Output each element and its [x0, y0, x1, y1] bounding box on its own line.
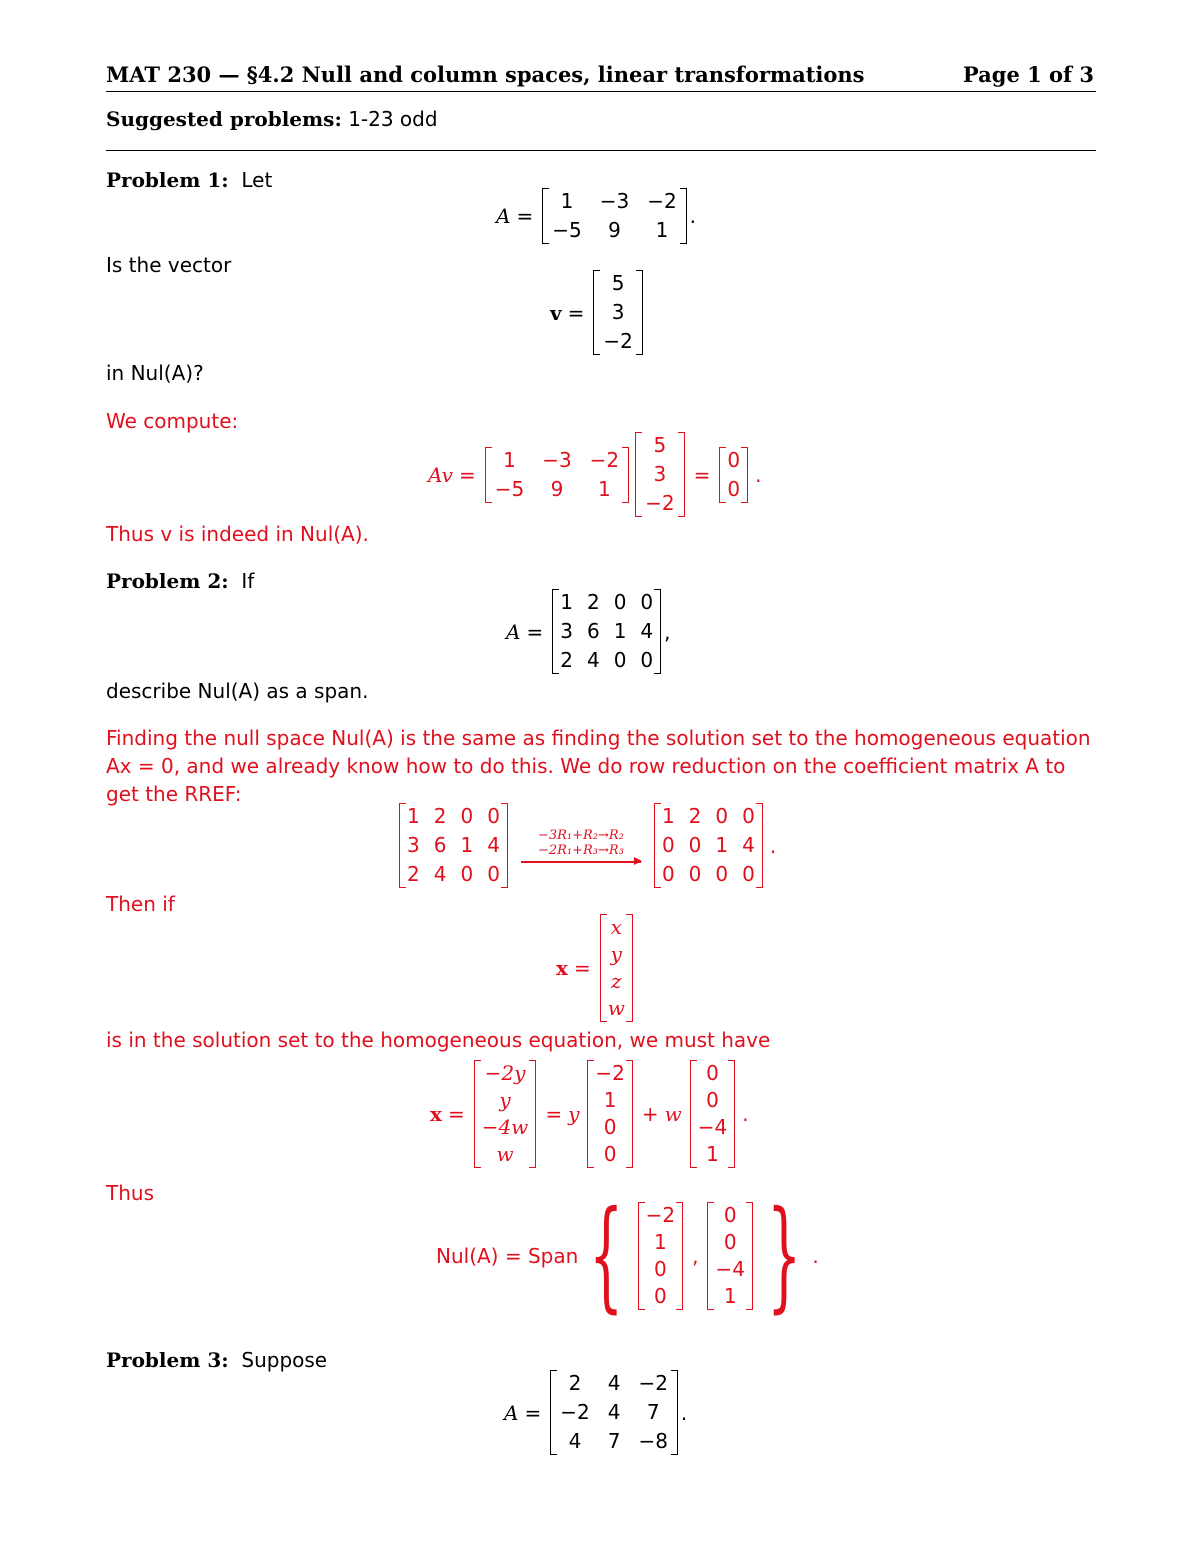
matrix-A-3 — [550, 1370, 678, 1455]
suggested-problems — [106, 107, 438, 131]
matrix-cell: −8 — [638, 1429, 668, 1453]
matrix-cell: −3 — [599, 189, 630, 213]
equals-sign: = — [524, 1400, 542, 1425]
matrix-cell: 0 — [654, 1284, 667, 1308]
matrix-cell: 6 — [433, 833, 447, 857]
comma: , — [692, 1244, 699, 1268]
matrix-cell: 0 — [487, 862, 500, 886]
equals-sign: = — [545, 1102, 563, 1126]
v-symbol: v — [550, 300, 562, 325]
row-op-2: −2R₁+R₃→R₃ — [537, 843, 624, 859]
problem-2-intro: If — [241, 569, 255, 593]
matrix-cell: −2 — [560, 1400, 590, 1424]
matrix-cell: 2 — [560, 648, 573, 672]
matrix-cell: −2 — [638, 1371, 668, 1395]
matrix-cell: −2y — [484, 1061, 526, 1085]
matrix-cell: 2 — [688, 804, 702, 828]
equals-sign: = — [458, 462, 476, 487]
problem-3-intro: Suppose — [241, 1348, 328, 1372]
matrix-cell: −5 — [494, 476, 525, 501]
vector-v-red — [635, 432, 684, 517]
matrix-cell: 5 — [653, 433, 667, 457]
solution-1-conclusion: Thus v is indeed in Nul(A). — [106, 522, 369, 546]
matrix-A-2 — [552, 589, 661, 674]
w-coefficient: w — [664, 1102, 682, 1126]
basis-vector-1 — [587, 1060, 632, 1168]
matrix-cell: 0 — [661, 862, 675, 886]
solution-2-line-1: Finding the null space Nul(A) is the same as finding the solution set to the homogeneous equation — [106, 726, 1091, 750]
span-vector-1 — [638, 1202, 683, 1310]
matrix-cell: 0 — [640, 648, 654, 672]
equals-sign: = — [573, 956, 591, 980]
matrix-A-red — [485, 447, 629, 503]
suggested-value: 1-23 odd — [348, 107, 438, 131]
matrix-cell: 0 — [603, 1115, 617, 1139]
problem-2-label: Problem 2: — [106, 569, 229, 593]
period: . — [689, 204, 697, 228]
problem-2-heading — [106, 569, 254, 593]
A-symbol: A — [506, 619, 521, 644]
matrix-cell: 1 — [655, 218, 669, 242]
matrix-cell: 0 — [487, 804, 500, 828]
row-reduction — [396, 803, 776, 888]
matrix-cell: 0 — [688, 862, 702, 886]
matrix-cell: −2 — [645, 491, 675, 515]
matrix-A-equation-1 — [496, 188, 696, 244]
matrix-cell: −4w — [481, 1115, 529, 1139]
matrix-cell: 4 — [568, 1429, 582, 1453]
suggested-label: Suggested problems: — [106, 107, 342, 131]
header-rule — [106, 91, 1096, 92]
plus-sign: + — [641, 1102, 659, 1126]
left-brace-icon: { — [589, 1186, 624, 1325]
matrix-cell: 0 — [613, 590, 627, 614]
matrix-cell: 4 — [433, 862, 447, 886]
x-symbol: x — [556, 956, 568, 980]
matrix-cell: 1 — [560, 590, 573, 614]
matrix-cell: y — [499, 1088, 511, 1112]
row-op-1: −3R₁+R₂→R₂ — [537, 828, 624, 844]
problem-3-heading — [106, 1348, 327, 1372]
matrix-cell: 1 — [560, 189, 574, 213]
product-Av-equation — [428, 432, 762, 517]
problem-2-question: describe Nul(A) as a span. — [106, 679, 369, 703]
solution-2-line-2: Ax = 0, and we already know how to do this. We do row reduction on the coefficient matrix A to — [106, 754, 1066, 778]
problem-1-question-a: Is the vector — [106, 253, 232, 277]
matrix-cell: −2 — [647, 189, 677, 213]
document-title: MAT 230 — §4.2 Null and column spaces, linear transformations — [106, 62, 865, 87]
matrix-cell: 3 — [560, 619, 573, 643]
matrix-cell: 0 — [640, 590, 654, 614]
matrix-cell: 0 — [460, 862, 474, 886]
row-operation-arrow — [521, 828, 641, 863]
equals-sign: = — [526, 619, 544, 644]
matrix-rref — [654, 803, 763, 888]
zero-vector — [719, 447, 748, 503]
basis-vector-2 — [690, 1060, 735, 1168]
matrix-cell: 1 — [598, 476, 611, 501]
matrix-cell: 0 — [727, 476, 741, 501]
matrix-cell: −5 — [552, 218, 582, 242]
vector-x — [600, 914, 633, 1022]
equals-sign: = — [693, 462, 711, 487]
span-vector-2 — [707, 1202, 752, 1310]
y-coefficient: y — [568, 1102, 580, 1126]
matrix-cell: 0 — [654, 1257, 667, 1281]
problem-1-label: Problem 1: — [106, 168, 229, 192]
Av-symbol: Av — [428, 462, 453, 487]
matrix-cell: 0 — [661, 833, 675, 857]
matrix-cell: y — [610, 942, 622, 966]
matrix-cell: 1 — [613, 619, 627, 643]
matrix-cell: 0 — [723, 1203, 737, 1227]
matrix-cell: 0 — [742, 862, 755, 886]
solution-1-intro: We compute: — [106, 409, 239, 433]
matrix-cell: 1 — [715, 833, 729, 857]
matrix-A — [542, 188, 686, 244]
solution-2-thus: Thus — [106, 1181, 154, 1205]
x-decomposition — [430, 1060, 749, 1168]
period: . — [742, 1102, 749, 1126]
solution-2-then-if: Then if — [106, 892, 175, 916]
matrix-cell: 7 — [646, 1400, 660, 1424]
matrix-cell: 3 — [611, 300, 625, 324]
equals-sign: = — [516, 204, 534, 228]
right-brace-icon: } — [766, 1186, 802, 1325]
matrix-A-equation-3 — [504, 1370, 687, 1455]
period: . — [680, 1400, 688, 1425]
matrix-cell: 9 — [550, 476, 564, 501]
matrix-cell: 0 — [688, 833, 702, 857]
matrix-cell: −4 — [715, 1257, 745, 1281]
nul-span-equation — [436, 1186, 819, 1325]
matrix-cell: 0 — [613, 648, 627, 672]
matrix-cell: 0 — [603, 1142, 617, 1166]
matrix-cell: 1 — [407, 804, 420, 828]
matrix-cell: x — [610, 915, 622, 939]
matrix-cell: 1 — [654, 1230, 667, 1254]
problem-3-label: Problem 3: — [106, 1348, 229, 1372]
matrix-cell: 0 — [727, 447, 741, 472]
matrix-cell: 1 — [661, 804, 675, 828]
period: . — [755, 462, 762, 487]
matrix-cell: 4 — [487, 833, 500, 857]
matrix-cell: 3 — [653, 462, 667, 486]
matrix-cell: 2 — [568, 1371, 582, 1395]
matrix-cell: 4 — [640, 619, 654, 643]
solution-2-line-3: get the RREF: — [106, 782, 242, 806]
comma: , — [664, 619, 671, 644]
right-arrow-icon — [521, 861, 641, 863]
matrix-cell: −2 — [603, 329, 633, 353]
problem-1-heading — [106, 168, 272, 192]
matrix-cell: 5 — [611, 271, 625, 295]
matrix-cell: 2 — [586, 590, 600, 614]
matrix-cell: 9 — [608, 218, 621, 242]
problem-1-intro: Let — [241, 168, 273, 192]
matrix-cell: 1 — [460, 833, 474, 857]
matrix-cell: 1 — [706, 1142, 719, 1166]
section-rule — [106, 150, 1096, 151]
matrix-cell: 0 — [715, 862, 729, 886]
matrix-cell: 2 — [407, 862, 420, 886]
matrix-cell: 4 — [742, 833, 755, 857]
period: . — [769, 833, 777, 858]
matrix-cell: 2 — [433, 804, 447, 828]
vector-v-equation — [550, 270, 646, 355]
x-symbol: x — [430, 1102, 442, 1126]
matrix-cell: 1 — [603, 1088, 617, 1112]
matrix-cell: 6 — [586, 619, 600, 643]
matrix-cell: 0 — [715, 804, 729, 828]
matrix-cell: −2 — [595, 1061, 625, 1085]
matrix-cell: −2 — [645, 1203, 676, 1227]
matrix-cell: 0 — [706, 1088, 719, 1112]
page-indicator: Page 1 of 3 — [962, 62, 1094, 87]
vector-x-equation — [556, 914, 636, 1022]
matrix-cell: 1 — [503, 447, 516, 472]
period: . — [812, 1244, 819, 1268]
A-symbol: A — [496, 204, 511, 228]
matrix-cell: −2 — [589, 447, 620, 472]
problem-1-question-b: in Nul(A)? — [106, 361, 204, 385]
matrix-cell: w — [496, 1142, 514, 1166]
matrix-cell: 1 — [723, 1284, 737, 1308]
A-symbol: A — [504, 1400, 519, 1425]
matrix-A-red-2 — [399, 803, 508, 888]
vector-x-expr — [474, 1060, 537, 1168]
nul-span-label: Nul(A) = Span — [436, 1244, 579, 1268]
matrix-cell: 7 — [607, 1429, 621, 1453]
equals-sign: = — [447, 1102, 465, 1126]
matrix-cell: 0 — [742, 804, 755, 828]
matrix-cell: 3 — [407, 833, 420, 857]
solution-2-in-solution-set: is in the solution set to the homogeneous equation, we must have — [106, 1028, 771, 1052]
matrix-cell: z — [610, 969, 622, 993]
matrix-cell: w — [607, 996, 625, 1020]
matrix-cell: 0 — [723, 1230, 737, 1254]
matrix-cell: 0 — [460, 804, 474, 828]
matrix-cell: −4 — [697, 1115, 728, 1139]
matrix-cell: 4 — [586, 648, 600, 672]
equals-sign: = — [567, 300, 585, 325]
vector-v — [593, 270, 642, 355]
matrix-cell: 4 — [607, 1400, 621, 1424]
matrix-cell: −3 — [542, 447, 572, 472]
matrix-cell: 4 — [607, 1371, 621, 1395]
matrix-cell: 0 — [706, 1061, 719, 1085]
matrix-A-equation-2 — [506, 589, 671, 674]
